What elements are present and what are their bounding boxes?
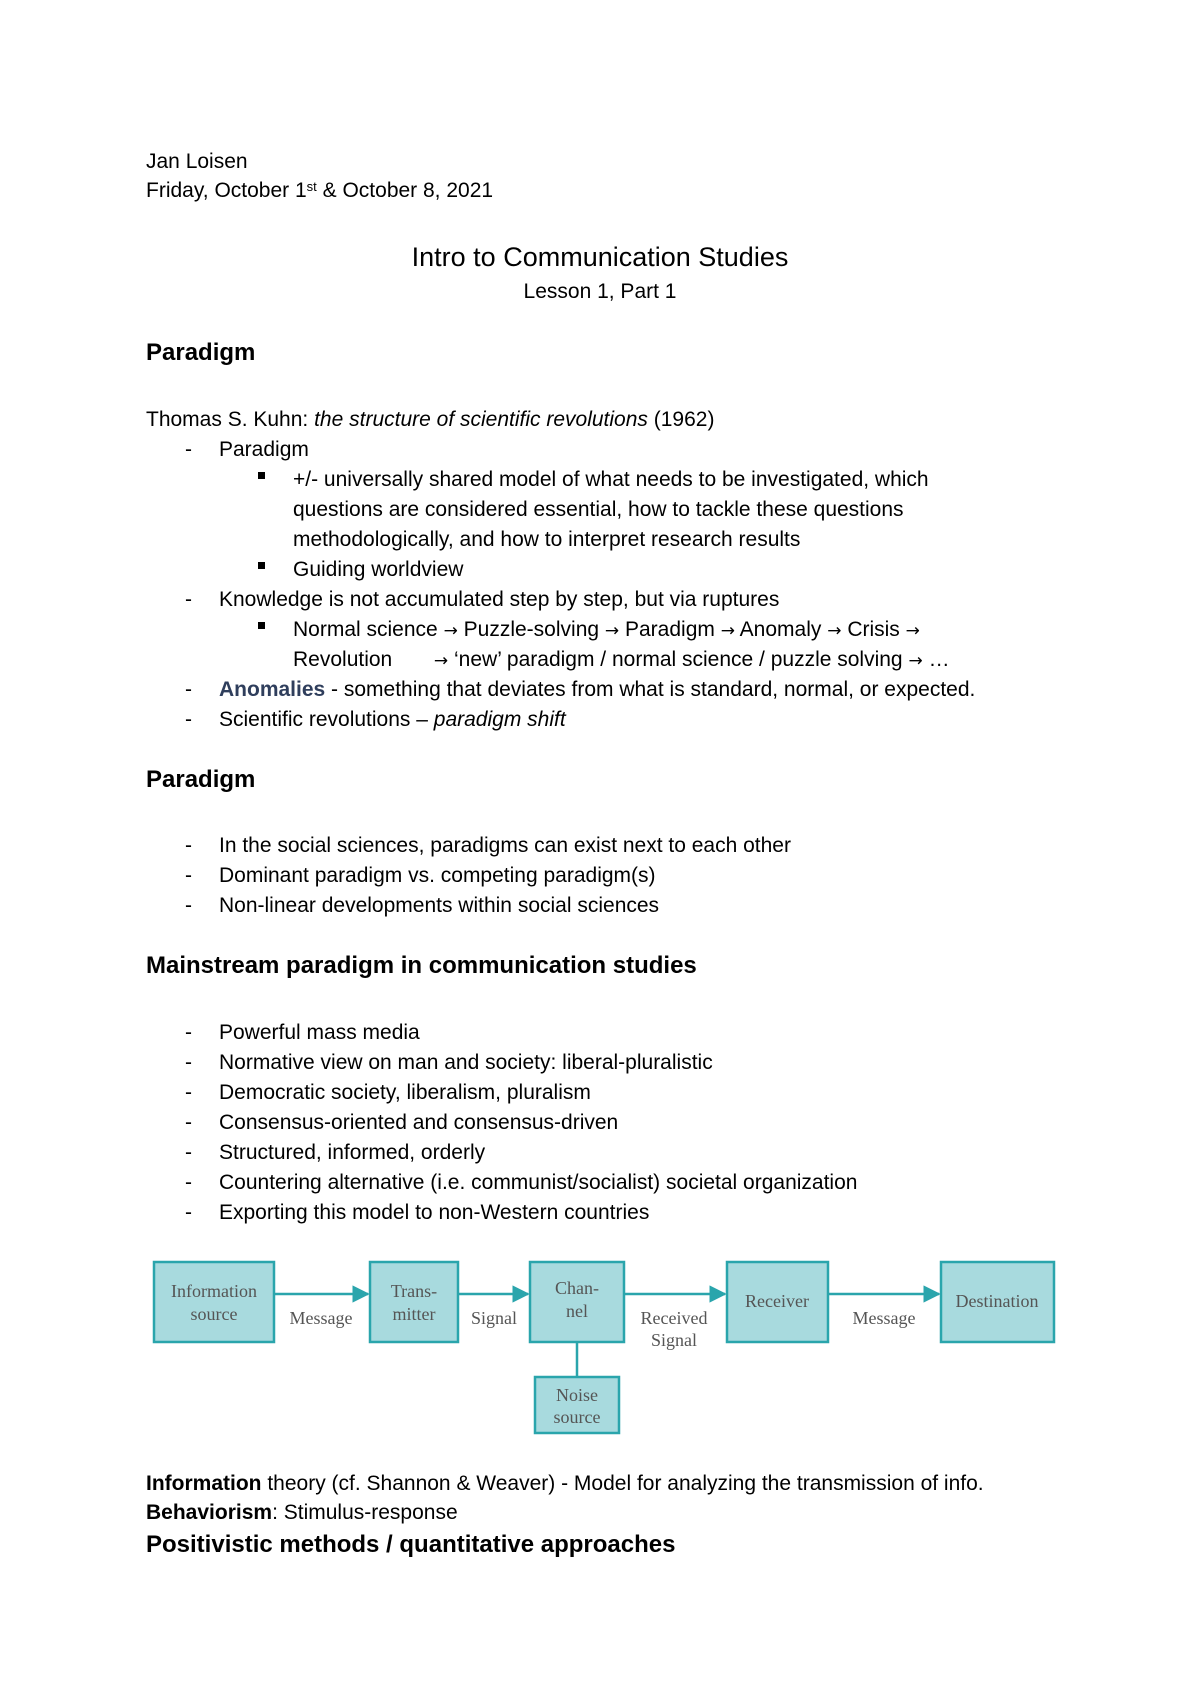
list-item-line: methodologically, and how to interpret research results <box>293 528 801 551</box>
box-label: Receiver <box>745 1291 809 1311</box>
dash-bullet: - <box>185 1141 192 1164</box>
dash-bullet: - <box>185 588 192 611</box>
dash-bullet: - <box>185 438 192 461</box>
lesson-date <box>146 179 493 203</box>
list-item: Countering alternative (i.e. communist/socialist) societal organization <box>219 1171 858 1194</box>
dash-bullet: - <box>185 1111 192 1134</box>
box-label: source <box>190 1304 238 1324</box>
cycle-step: Crisis <box>847 618 900 641</box>
kuhn-book-title: the structure of scientific revolutions <box>314 408 648 431</box>
box-label: source <box>553 1407 601 1427</box>
box-label: Information <box>171 1281 257 1301</box>
arrow-right-icon: → <box>908 651 923 671</box>
square-bullet-icon <box>258 562 265 569</box>
kuhn-reference <box>146 408 714 432</box>
arrow-right-icon: → <box>720 621 735 641</box>
anomalies-item <box>219 678 975 702</box>
cycle-step: Paradigm <box>625 618 715 641</box>
list-item: Paradigm <box>219 438 309 461</box>
dash-bullet: - <box>185 708 192 731</box>
arrow-right-icon: → <box>433 651 449 671</box>
cycle-step: Revolution <box>293 648 393 671</box>
information-source-box <box>154 1262 274 1342</box>
information-text: theory (cf. Shannon & Weaver) - Model for analyzing the transmission of info. <box>261 1472 984 1495</box>
dash-bullet: - <box>185 1201 192 1224</box>
noise-source-box <box>535 1377 619 1433</box>
dash-bullet: - <box>185 894 192 917</box>
information-theory-line <box>146 1472 984 1496</box>
author-name: Jan Loisen <box>146 150 248 173</box>
behaviorism-term: Behaviorism <box>146 1501 273 1524</box>
behaviorism-text: : Stimulus-response <box>272 1501 458 1524</box>
date-ordinal: st <box>306 179 317 194</box>
dash-bullet: - <box>185 864 192 887</box>
section-heading-paradigm-2: Paradigm <box>146 766 256 793</box>
section-heading-positivistic: Positivistic methods / quantitative approaches <box>146 1531 676 1558</box>
edge-label-received-signal: Signal <box>650 1330 698 1350</box>
box-label: mitter <box>392 1304 436 1324</box>
dash-bullet: - <box>185 834 192 857</box>
dash-bullet: - <box>185 1081 192 1104</box>
square-bullet-icon <box>258 472 265 479</box>
box-label: Trans- <box>390 1281 438 1301</box>
list-item: Guiding worldview <box>293 558 464 581</box>
transmitter-box <box>370 1262 458 1342</box>
kuhn-year: (1962) <box>647 408 715 431</box>
list-item: Exporting this model to non-Western countries <box>219 1201 650 1224</box>
channel-box <box>530 1262 624 1342</box>
cycle-step: ‘new’ paradigm / normal science / puzzle solving <box>454 648 903 671</box>
information-term: Information <box>146 1472 262 1495</box>
list-item: Dominant paradigm vs. competing paradigm(s) <box>219 864 656 887</box>
box-label: Destination <box>955 1291 1039 1311</box>
list-item: Normative view on man and society: liberal-pluralistic <box>219 1051 713 1074</box>
list-item: Democratic society, liberalism, pluralism <box>219 1081 591 1104</box>
list-item: Knowledge is not accumulated step by step, but via ruptures <box>219 588 780 611</box>
list-item: Consensus-oriented and consensus-driven <box>219 1111 619 1134</box>
list-item-line: +/- universally shared model of what needs to be investigated, which <box>293 468 929 491</box>
revolutions-item <box>219 708 566 732</box>
arrow-right-icon: → <box>604 621 620 641</box>
dash-bullet: - <box>185 1171 192 1194</box>
arrow-right-icon: → <box>827 621 842 641</box>
edge-label-signal: Signal <box>470 1308 518 1328</box>
cycle-step: Puzzle-solving <box>463 618 600 641</box>
arrow-right-icon: → <box>443 621 458 641</box>
revolutions-text: Scientific revolutions – <box>219 708 434 731</box>
section-heading-mainstream: Mainstream paradigm in communication studies <box>146 952 697 979</box>
list-item: Powerful mass media <box>219 1021 420 1044</box>
list-item: Non-linear developments within social sciences <box>219 894 660 917</box>
square-bullet-icon <box>258 622 265 629</box>
date-suffix: & October 8, 2021 <box>316 179 494 202</box>
document-title: Intro to Communication Studies <box>411 242 789 272</box>
section-heading-paradigm: Paradigm <box>146 339 256 366</box>
arrow-right-icon: → <box>905 621 920 641</box>
edge-label-message: Message <box>852 1308 916 1328</box>
revolutions-emphasis: paradigm shift <box>433 708 566 731</box>
edge-label-received: Received <box>640 1308 708 1328</box>
shannon-weaver-diagram <box>0 1250 1200 1440</box>
paradigm-cycle-line-2 <box>293 648 950 673</box>
cycle-step: Anomaly <box>739 618 822 641</box>
box-label: Noise <box>556 1385 598 1405</box>
kuhn-author: Thomas S. Kuhn: <box>146 408 315 431</box>
anomalies-term: Anomalies <box>219 678 326 701</box>
anomalies-definition: - something that deviates from what is standard, normal, or expected. <box>325 678 976 701</box>
destination-box <box>941 1262 1054 1342</box>
edge-label-message: Message <box>289 1308 353 1328</box>
box-label: Chan- <box>555 1278 599 1298</box>
receiver-box <box>727 1262 828 1342</box>
behaviorism-line <box>146 1501 458 1525</box>
list-item: Structured, informed, orderly <box>219 1141 486 1164</box>
list-item-line: questions are considered essential, how to tackle these questions <box>293 498 904 521</box>
dash-bullet: - <box>185 1051 192 1074</box>
cycle-step: Normal science <box>293 618 438 641</box>
date-prefix: Friday, October 1 <box>146 179 307 202</box>
paradigm-cycle-line-1 <box>293 618 920 643</box>
document-subtitle: Lesson 1, Part 1 <box>523 280 677 303</box>
dash-bullet: - <box>185 1021 192 1044</box>
list-item: In the social sciences, paradigms can exist next to each other <box>219 834 791 857</box>
cycle-step: … <box>928 648 950 671</box>
box-label: nel <box>566 1301 588 1321</box>
dash-bullet: - <box>185 678 192 701</box>
